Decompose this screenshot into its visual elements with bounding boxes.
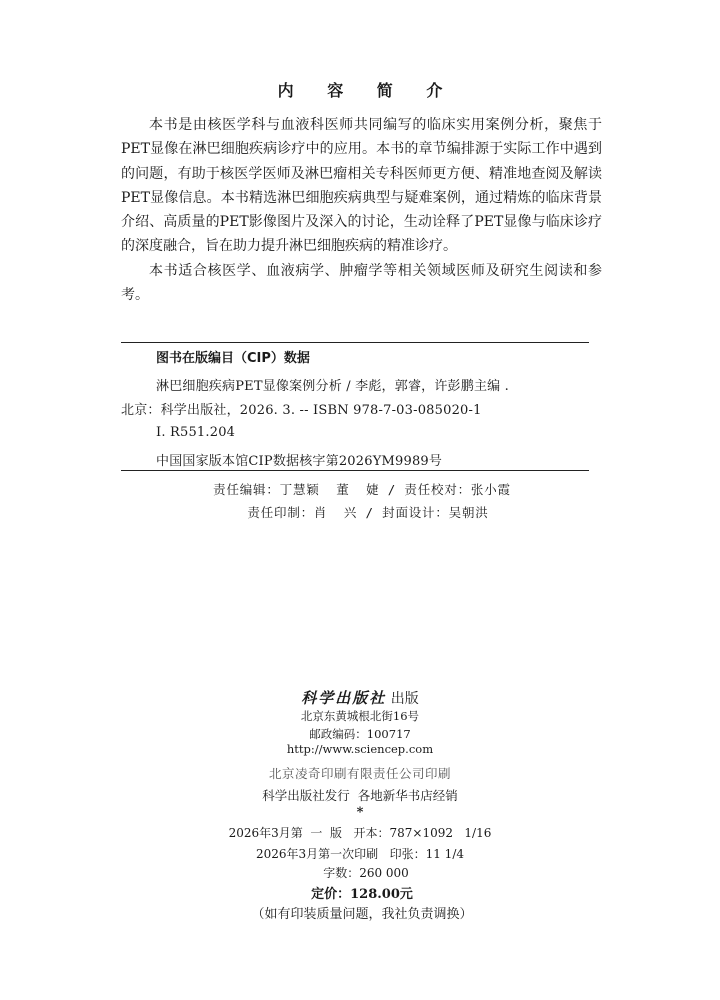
publisher-url: http://www.sciencep.com	[286, 742, 434, 756]
publisher-postcode: 邮政编码：100717	[309, 727, 411, 741]
cip-publisher-line: 北京：科学出版社，2026. 3. -- ISBN 978-7-03-085020-1	[121, 403, 482, 418]
summary-paragraph-2: 本书适合核医学、血液病学、肿瘤学等相关领域医师及研究生阅读和参考。	[121, 262, 602, 304]
cip-heading: 图书在版编目（CIP）数据	[156, 351, 310, 366]
summary-paragraph-1: 本书是由核医学科与血液科医师共同编写的临床实用案例分析，聚焦于PET显像在淋巴细胞疾病诊疗中的应用。本书的章节编排源于实际工作中遇到的问题，有助于核医学医师及淋巴瘤相关专科医师更方便、精准地查阅及解读PET显像信息。本书精选淋巴细胞疾病典型与疑难案例，通过精炼的临床背景介绍、高质量的PET影像图片及深入的讨论，生动诠释了PET显像与临床诊疗的深度融合，旨在助力提升淋巴细胞疾病的精准诊疗。	[121, 117, 602, 255]
publisher-line	[0, 687, 720, 708]
production-credits: 责任印制：肖 兴 / 封面设计：吴朝洪	[247, 505, 489, 520]
publisher-address: 北京东黄城根北街16号	[300, 709, 420, 723]
distribution-line: 科学出版社发行 各地新华书店经销	[262, 788, 458, 803]
cip-record-line: 中国国家版本馆CIP数据核字第2026YM9989号	[156, 454, 443, 469]
printing-line: 2026年3月第一次印刷 印张：11 1/4	[255, 847, 464, 861]
summary-title: 内 容 简 介	[277, 81, 457, 100]
publisher-logo: 科学出版社	[301, 689, 387, 707]
quality-note: （如有印装质量问题，我社负责调换）	[251, 907, 473, 922]
price: 定价：128.00元	[311, 887, 413, 902]
summary-text	[121, 113, 602, 307]
cip-classification-line: Ⅰ. R551.204	[156, 425, 236, 440]
word-count: 字数：260 000	[323, 866, 409, 880]
edition-line: 2026年3月第 一 版 开本：787×1092 1/16	[228, 826, 492, 840]
separator-star: *	[356, 805, 364, 820]
printer-line: 北京凌奇印刷有限责任公司印刷	[268, 766, 451, 781]
cip-title-line: 淋巴细胞疾病PET显像案例分析 / 李彪，郭睿，许彭鹏主编 .	[156, 379, 510, 394]
cip-top-rule	[121, 342, 589, 343]
editor-credits: 责任编辑：丁慧颖 董 婕 / 责任校对：张小霞	[213, 482, 511, 497]
cip-bottom-rule	[121, 470, 589, 471]
publisher-suffix: 出版	[390, 691, 419, 707]
